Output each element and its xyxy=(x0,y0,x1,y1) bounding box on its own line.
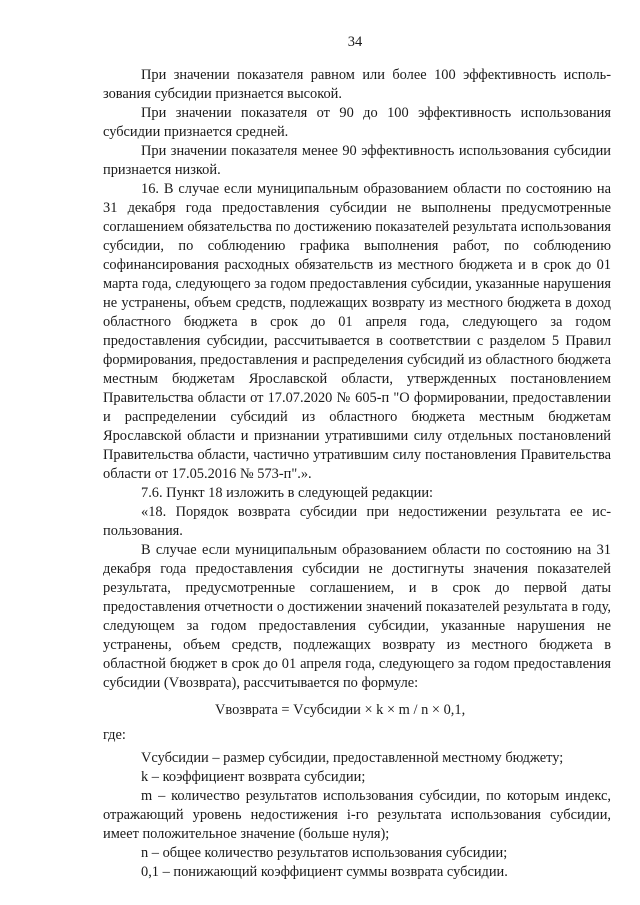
definition-v-subsidy: Vсубсидии – размер субсидии, предоставленной местному бюджету; xyxy=(141,750,564,766)
paragraph-item-7-6: 7.6. Пункт 18 изложить в следующей редакции: xyxy=(141,485,434,501)
paragraph-low-efficiency: При значении показателя менее 90 эффективность использования субсидии признается низкой. xyxy=(103,143,611,178)
definition-k: k – коэффициент возврата субсидии; xyxy=(141,769,366,785)
definition-coefficient: 0,1 – понижающий коэффициент суммы возврата субсидии. xyxy=(141,864,508,880)
definition-n: n – общее количество результатов использования субсидии; xyxy=(141,845,508,861)
paragraph-medium-efficiency: При значении показателя от 90 до 100 эффективность использования субсидии признается средней. xyxy=(103,105,611,140)
definition-m: m – количество результатов использования субсидии, по которым индекс, отражающий уровень недостижения i-го результата использования субсидии, имеет положительное значение (больше нуля); xyxy=(103,788,611,842)
where-label: где: xyxy=(103,727,126,743)
refund-formula: Vвозврата = Vсубсидии × k × m / n × 0,1, xyxy=(215,702,466,718)
paragraph-clause-18-heading: «18. Порядок возврата субсидии при недостижении результата ее использования. xyxy=(103,504,611,539)
paragraph-high-efficiency: При значении показателя равном или более 100 эффективность использования субсидии признается высокой. xyxy=(103,67,611,102)
paragraph-clause-18-body: В случае если муниципальным образованием области по состоянию на 31 декабря года предоставления субсидии не достигнуты значения показателей результата, предусмотренные соглашением, и в срок до первой даты предоставления отчетности о достижении значений показателей результата в году, следующем за годом предоставления субсидии, указанные нарушения не устранены, объем средств, подлежащих возврату из местного бюджета в областной бюджет в срок до 01 апреля года, следующего за годом предоставления субсидии (Vвозврата), рассчитывается по формуле: xyxy=(103,542,611,691)
page-number: 34 xyxy=(347,34,363,50)
paragraph-clause-16: 16. В случае если муниципальным образованием области по состоянию на 31 декабря года предоставления субсидии не выполнены предусмотренные соглашением обязательства по достижению показателей результата использования субсидии, по соблюдению графика выполнения работ, по соблюдению софинансирования расходных обязательств из местного бюджета и в срок до 01 марта года, следующего за годом предоставления субсидии, указанные нарушения не устранены, объем средств, подлежащих возврату из местного бюджета в доход областного бюджета в срок до 01 апреля года, следующего за годом предоставления субсидии, рассчитывается в соответствии с разделом 5 Правил формирования, предоставления и распределения субсидий из областного бюджета местным бюджетам Ярославской области, утвержденных постановлением Правительства области от 17.07.2020 № 605-п "О формировании, предоставлении и распределении субсидий из областного бюджета местным бюджетам Ярославской области и признании утратившими силу отдельных постановлений Правительства области, частично утратившим силу постановления Правительства области от 17.05.2016 № 573-п".». xyxy=(103,181,611,482)
document-body xyxy=(103,66,611,882)
